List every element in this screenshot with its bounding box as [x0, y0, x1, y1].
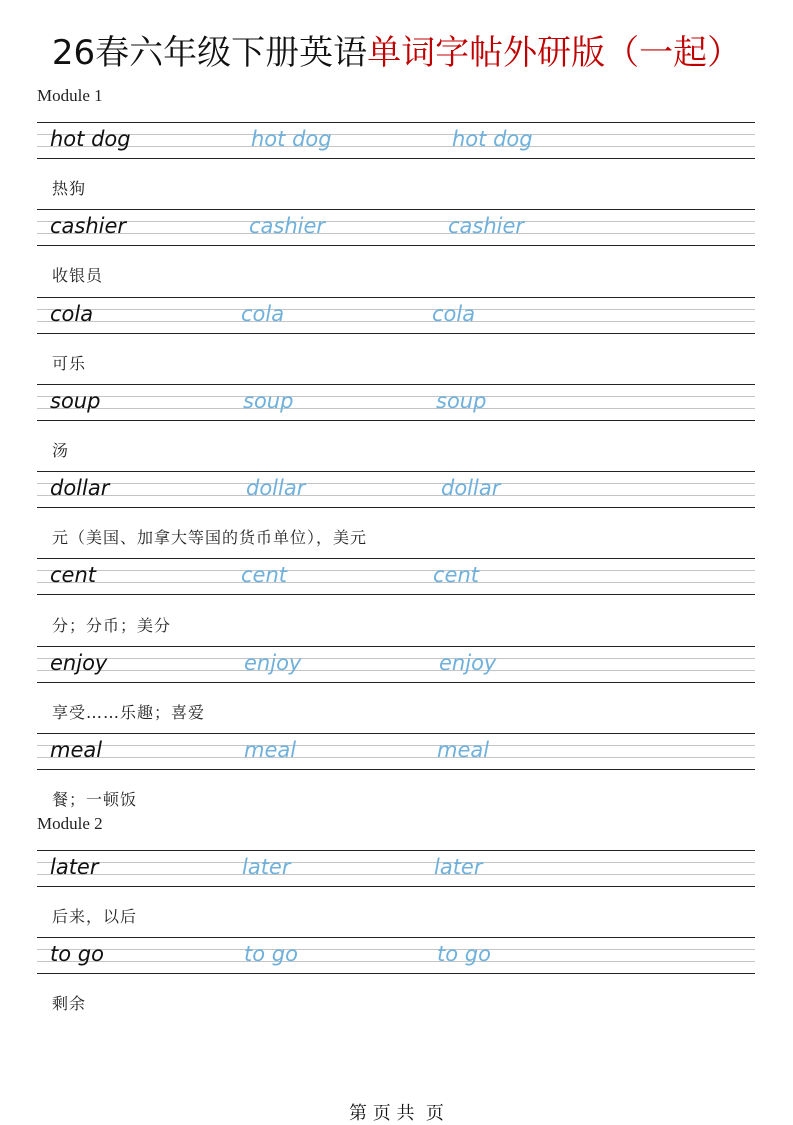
trace-word: later [242, 855, 291, 879]
word: to go [50, 942, 104, 966]
word: soup [50, 389, 101, 413]
trace-word: soup [436, 389, 487, 413]
trace-word: soup [243, 389, 294, 413]
word-meaning: 剩余 [52, 994, 87, 1013]
trace-word: to go [244, 942, 298, 966]
page-footer: 第 页 共 页 [349, 1103, 444, 1124]
writing-row[interactable] [37, 558, 755, 595]
trace-word: to go [437, 942, 491, 966]
trace-word: later [434, 855, 483, 879]
word-meaning: 元（美国、加拿大等国的货币单位），美元 [52, 528, 368, 547]
writing-row[interactable] [37, 733, 755, 770]
trace-word: enjoy [439, 651, 497, 675]
trace-word: cent [433, 563, 480, 587]
trace-word: hot dog [251, 127, 332, 151]
word: cashier [50, 214, 127, 238]
writing-row[interactable] [37, 471, 755, 508]
word-meaning: 后来，以后 [52, 907, 138, 926]
title-main: 26春六年级下册英语 [51, 33, 368, 73]
word-meaning: 分；分币；美分 [52, 616, 172, 635]
word: meal [50, 738, 103, 762]
trace-word: dollar [441, 476, 501, 500]
writing-row[interactable] [37, 209, 755, 246]
trace-word: cent [241, 563, 288, 587]
trace-word: dollar [246, 476, 306, 500]
word-meaning: 汤 [52, 441, 70, 460]
word: later [50, 855, 99, 879]
trace-word: hot dog [452, 127, 533, 151]
word-meaning: 享受……乐趣；喜爱 [52, 703, 206, 722]
writing-row[interactable] [37, 937, 755, 974]
trace-word: cola [432, 302, 476, 326]
word: enjoy [50, 651, 108, 675]
trace-word: cashier [249, 214, 326, 238]
writing-row[interactable] [37, 646, 755, 683]
writing-row[interactable] [37, 122, 755, 159]
word: dollar [50, 476, 110, 500]
word-meaning: 餐；一顿饭 [52, 790, 138, 809]
title-highlight: 单词字帖外研版（一起） [367, 33, 742, 73]
trace-word: cola [241, 302, 285, 326]
trace-word: cashier [448, 214, 525, 238]
page-title [0, 30, 793, 76]
writing-row[interactable] [37, 850, 755, 887]
word: hot dog [50, 127, 131, 151]
word-meaning: 热狗 [52, 179, 87, 198]
word: cent [50, 563, 97, 587]
trace-word: meal [244, 738, 297, 762]
trace-word: enjoy [244, 651, 302, 675]
writing-row[interactable] [37, 384, 755, 421]
word: cola [50, 302, 94, 326]
writing-row[interactable] [37, 297, 755, 334]
word-meaning: 可乐 [52, 354, 87, 373]
module-heading: Module 2 [37, 814, 103, 833]
word-meaning: 收银员 [52, 266, 104, 285]
module-heading: Module 1 [37, 86, 103, 105]
trace-word: meal [437, 738, 490, 762]
